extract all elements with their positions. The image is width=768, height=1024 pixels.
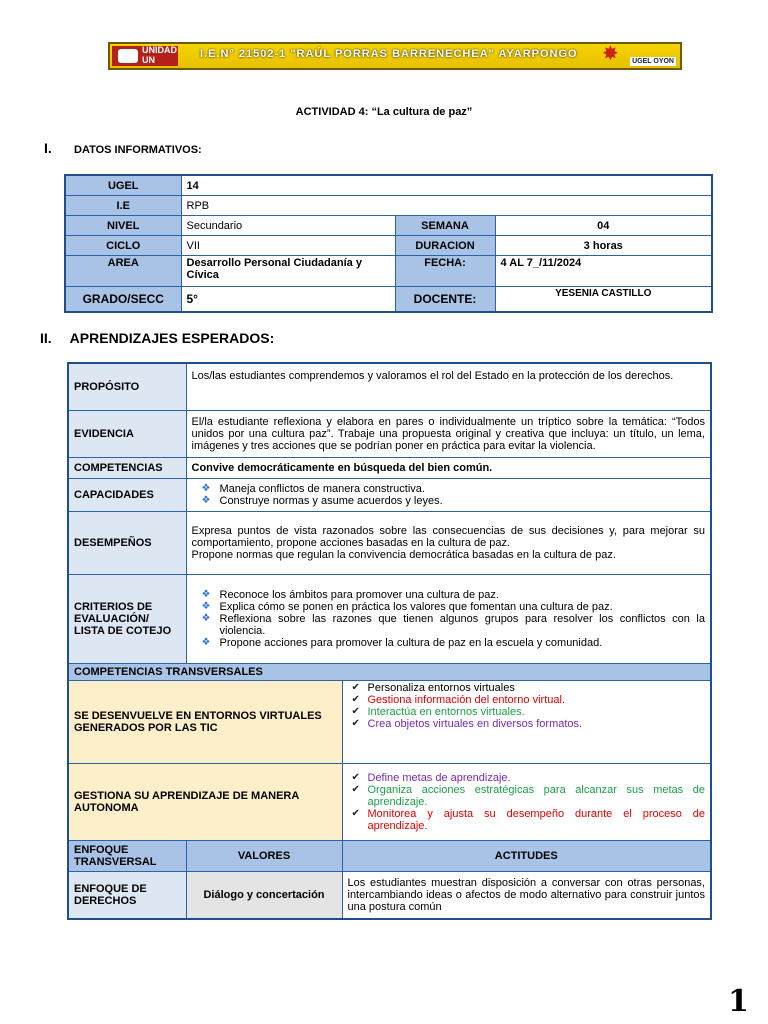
capacidades-list [192, 483, 706, 507]
value-area: Desarrollo Personal Ciudadanía y Cívica [181, 256, 395, 287]
value-semana: 04 [495, 216, 712, 236]
school-logo: UNIDAD UN [112, 46, 178, 66]
value-dialogo: Diálogo y concertación [186, 872, 342, 920]
label-fecha: FECHA: [395, 256, 495, 287]
header-valores: VALORES [186, 841, 342, 872]
list-item: ✔ Crea objetos virtuales en diversos formatos. [348, 718, 706, 730]
criterios-list [192, 589, 706, 649]
label-area: AREA [65, 256, 181, 287]
header-actitudes: ACTITUDES [342, 841, 711, 872]
gestiona-list [348, 772, 706, 832]
label-enfoque: ENFOQUE TRANSVERSAL [68, 841, 186, 872]
label-ciclo: CICLO [65, 236, 181, 256]
label-desempenos: DESEMPEÑOS [68, 512, 186, 575]
list-item: ❖ Propone acciones para promover la cultura de paz en la escuela y comunidad. [192, 637, 706, 649]
label-criterios: CRITERIOS DE EVALUACIÓN/ LISTA DE COTEJO [68, 575, 186, 664]
list-item: ✔ Interactúa en entornos virtuales. [348, 706, 706, 718]
list-item: ✔ Organiza acciones estratégicas para alcanzar sus metas de aprendizaje. [348, 784, 706, 808]
value-ugel: 14 [181, 175, 712, 196]
ugel-logo: ✸ UGEL OYON [602, 43, 674, 65]
value-fecha: 4 AL 7_/11/2024 [495, 256, 712, 287]
section-2-heading: II. APRENDIZAJES ESPERADOS: [40, 330, 275, 346]
banner-text: I.E.N° 21502-1 "RAÚL PORRAS BARRENECHEA" AYARPONGO [200, 48, 578, 60]
list-item: ✔ Personaliza entornos virtuales [348, 682, 706, 694]
label-proposito: PROPÓSITO [68, 363, 186, 411]
label-capacidades: CAPACIDADES [68, 479, 186, 512]
label-grado: GRADO/SECC [65, 287, 181, 313]
label-ie: I.E [65, 196, 181, 216]
list-item: ❖ Construye normas y asume acuerdos y leyes. [192, 495, 706, 507]
label-duracion: DURACION [395, 236, 495, 256]
learning-table [67, 362, 712, 920]
list-item: ✔ Gestiona información del entorno virtual. [348, 694, 706, 706]
label-gestiona: GESTIONA SU APRENDIZAJE DE MANERA AUTONOMA [68, 764, 342, 841]
list-item: ❖ Reconoce los ámbitos para promover una cultura de paz. [192, 589, 706, 601]
document-title: ACTIVIDAD 4: “La cultura de paz” [295, 106, 473, 118]
list-item: ❖ Reflexiona sobre las razones que tienen algunos grupos para resolver los conflictos con la violencia. [192, 613, 706, 637]
list-item: ❖ Explica cómo se ponen en práctica los valores que fomentan una cultura de paz. [192, 601, 706, 613]
section-1-heading: I. DATOS INFORMATIVOS: [44, 140, 202, 156]
label-derechos: ENFOQUE DE DERECHOS [68, 872, 186, 920]
list-item: ✔ Define metas de aprendizaje. [348, 772, 706, 784]
desempeno-1: Expresa puntos de vista razonados sobre las consecuencias de sus decisiones y, para mejorar su comportamiento, propone acciones basadas en la cultura de paz. [191, 525, 705, 549]
tic-list [348, 682, 706, 730]
value-nivel: Secundario [181, 216, 395, 236]
info-table [64, 174, 713, 313]
value-duracion: 3 horas [495, 236, 712, 256]
school-banner [108, 42, 682, 70]
label-evidencia: EVIDENCIA [68, 411, 186, 458]
value-ciclo: VII [181, 236, 395, 256]
label-semana: SEMANA [395, 216, 495, 236]
value-grado: 5° [181, 287, 395, 313]
value-ie: RPB [181, 196, 712, 216]
value-actitud: Los estudiantes muestran disposición a conversar con otras personas, intercambiando ideas o afectos de modo alternativo para construir juntos una postura común [342, 872, 711, 920]
transversales-header: COMPETENCIAS TRANSVERSALES [68, 664, 711, 681]
label-competencias: COMPETENCIAS [68, 458, 186, 479]
value-competencias: Convive democráticamente en búsqueda del bien común. [186, 458, 711, 479]
value-docente: YESENIA CASTILLO [495, 287, 712, 313]
label-tic: SE DESENVUELVE EN ENTORNOS VIRTUALES GENERADOS POR LAS TIC [68, 681, 342, 764]
desempeno-2: Propone normas que regulan la convivencia democrática basadas en la cultura de paz. [191, 549, 616, 561]
list-item: ✔ Monitorea y ajusta su desempeño durante el proceso de aprendizaje. [348, 808, 706, 832]
value-evidencia: El/la estudiante reflexiona y elabora en pares o individualmente un tríptico sobre la temática: “Todos unidos por una cultura paz”. Trabaje una propuesta original y creativa que incluya: un título, un lema, imágenes y tres acciones que se podrían poner en práctica para evitar la violencia. [186, 411, 711, 458]
label-nivel: NIVEL [65, 216, 181, 236]
page-number: 1 [728, 984, 749, 1019]
value-proposito: Los/las estudiantes comprendemos y valoramos el rol del Estado en la protección de los derechos. [186, 363, 711, 411]
list-item: ❖ Maneja conflictos de manera constructiva. [192, 483, 706, 495]
label-ugel: UGEL [65, 175, 181, 196]
label-docente: DOCENTE: [395, 287, 495, 313]
